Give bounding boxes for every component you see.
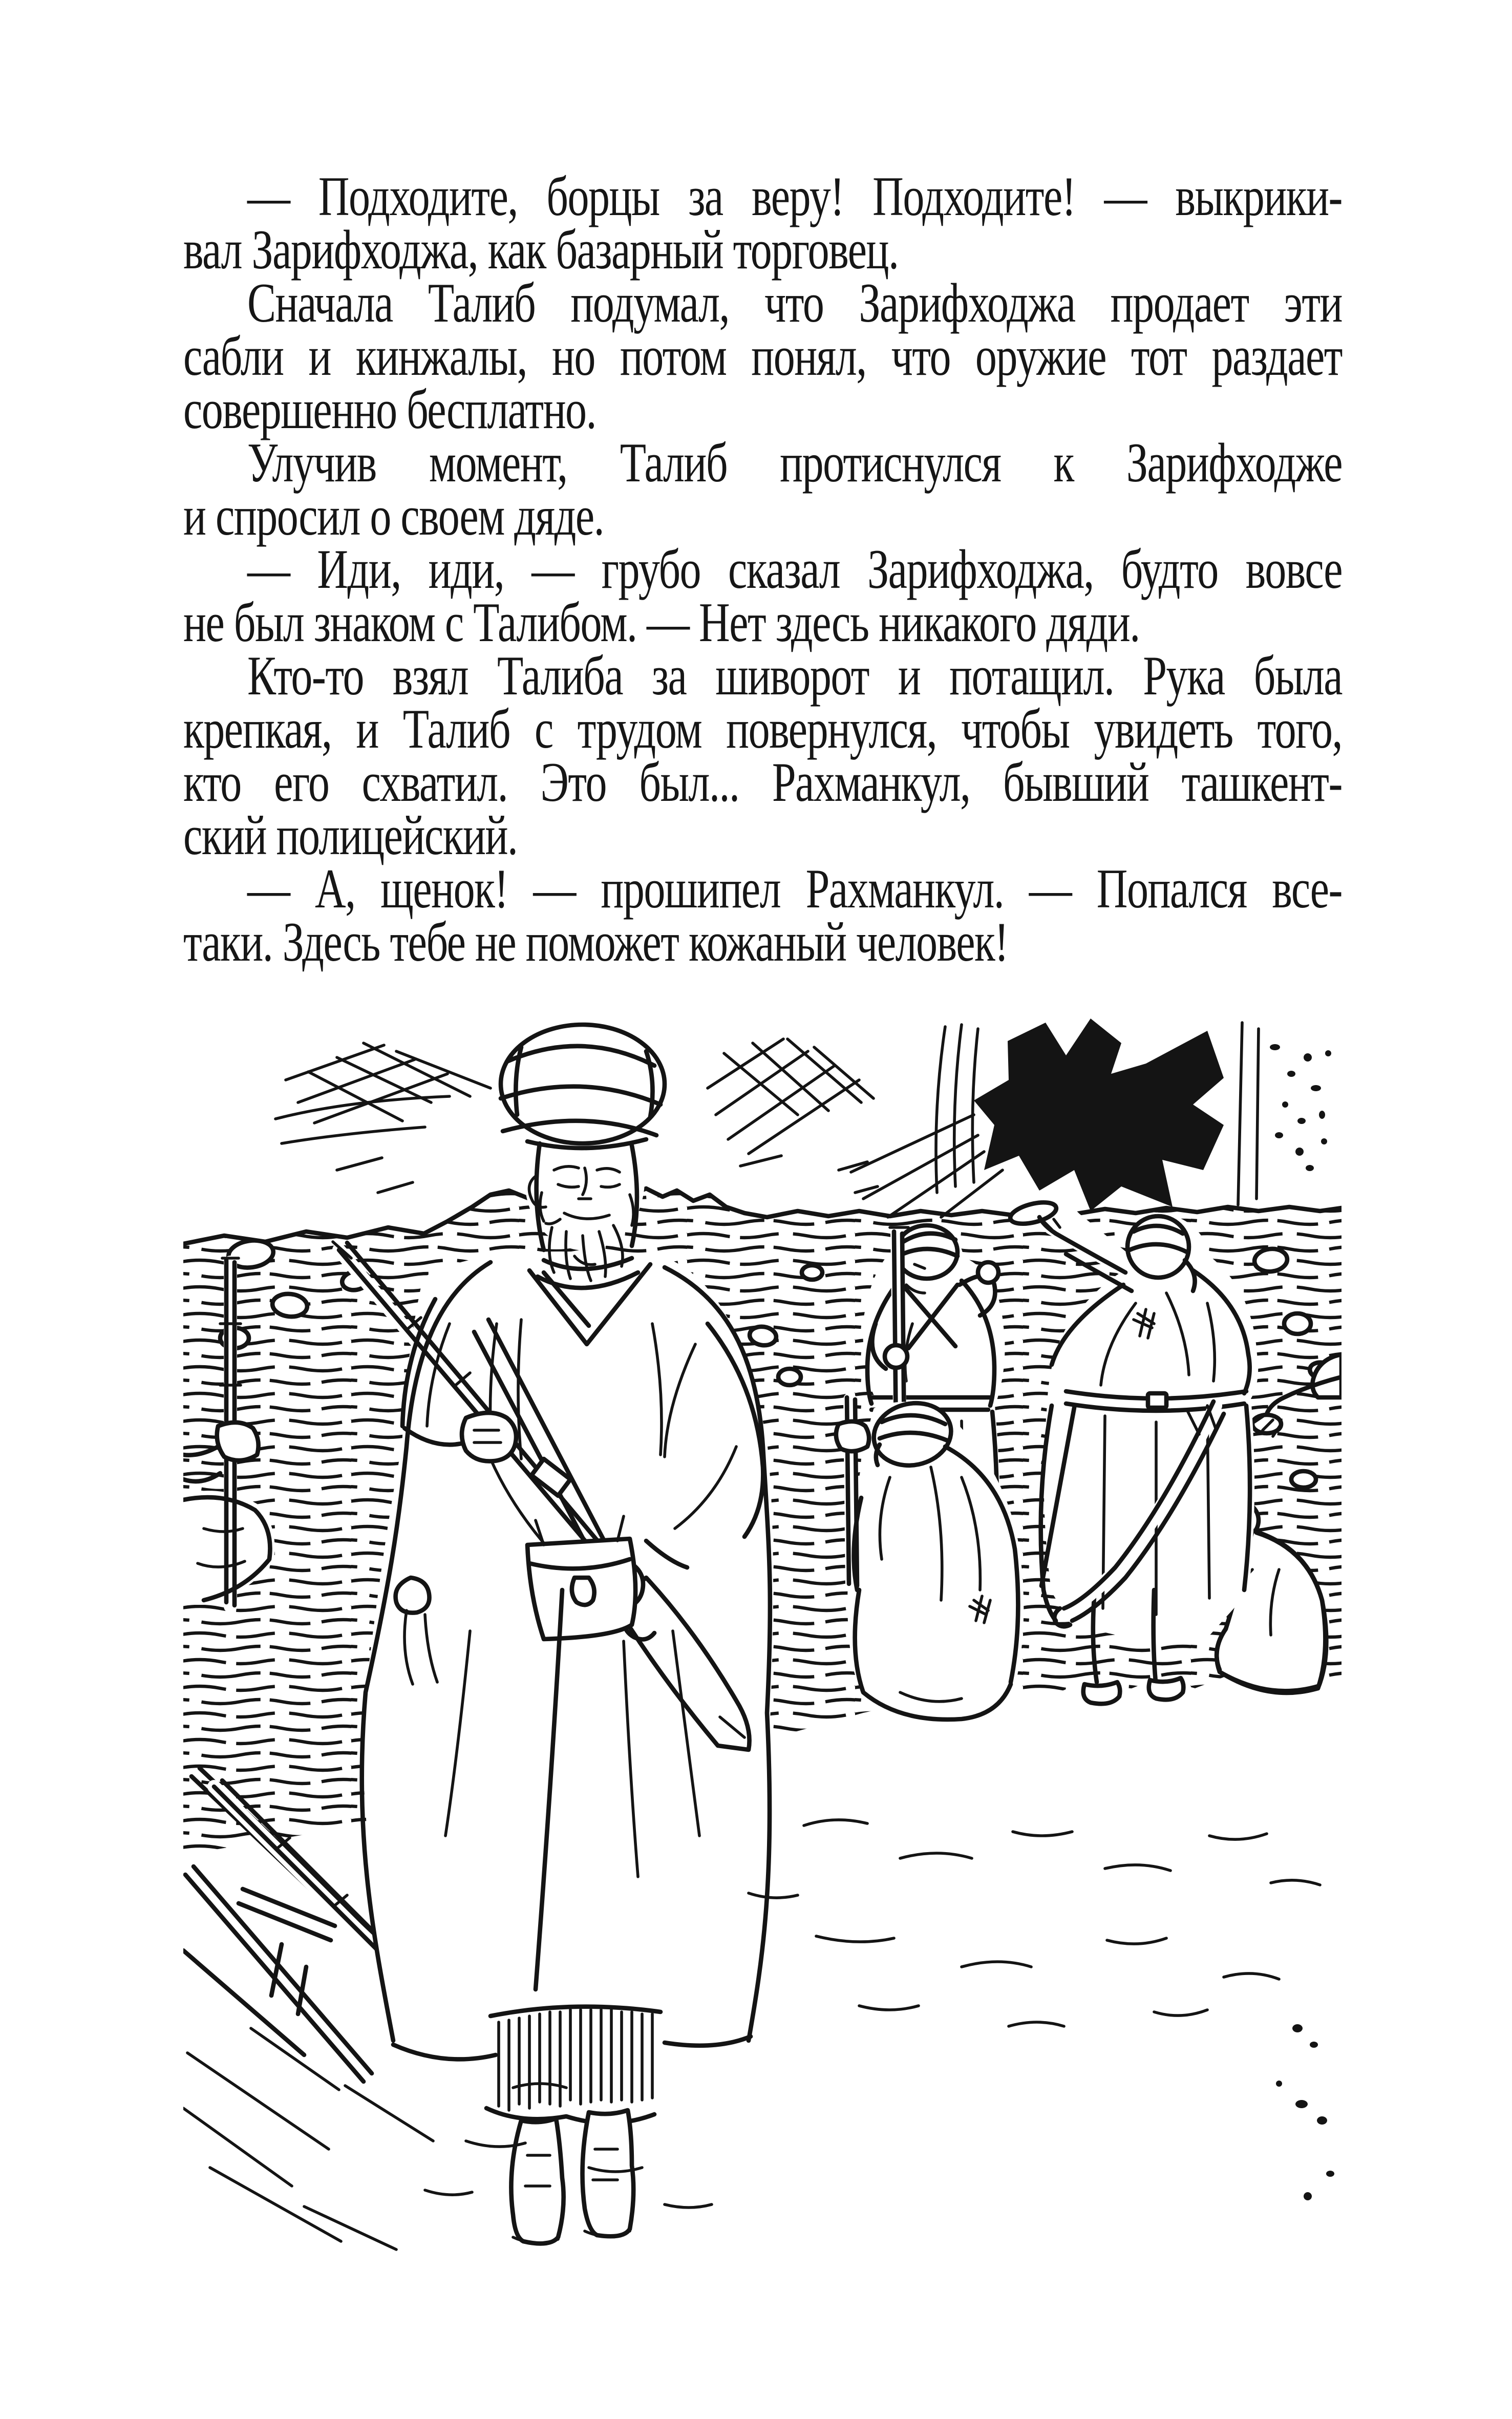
text-line: крепкая, и Талиб с трудом повернулся, чтобы увидеть того, (183, 698, 1342, 760)
text-line: таки. Здесь тебе не поможет кожаный человек! (183, 911, 1008, 973)
illustration (183, 1016, 1341, 2256)
text-line: сабли и кинжалы, но потом понял, что оружие тот раздает (183, 325, 1342, 388)
text-line: кто его схватил. Это был... Рахманкул, бывший ташкент- (183, 751, 1342, 814)
black-flying-silhouette-icon (851, 1018, 1259, 1217)
page-text-block (183, 165, 1342, 973)
text-line: ский полицейский. (183, 804, 518, 867)
text-line: Улучив момент, Талиб протиснулся к Зарифходже (247, 432, 1342, 494)
text-line: Кто-то взял Талиба за шиворот и потащил. Рука была (247, 645, 1342, 707)
text-line: вал Зарифходжа, как базарный торговец. (183, 219, 899, 281)
text-line: и спросил о своем дяде. (183, 485, 604, 547)
text-line: совершенно бесплатно. (183, 378, 597, 441)
text-line: — А, щенок! — прошипел Рахманкул. — Попался все- (247, 858, 1342, 920)
sky (275, 1018, 1331, 1217)
reed-lines (936, 1025, 978, 1193)
illustration-svg (183, 1016, 1341, 2256)
sky-speckles (1270, 1044, 1331, 1171)
text-line: — Иди, иди, — грубо сказал Зарифходжа, будто вовсе (247, 538, 1342, 601)
text-line: — Подходите, борцы за веру! Подходите! — выкрики- (247, 165, 1342, 228)
text-line: Сначала Талиб подумал, что Зарифходжа продает эти (247, 272, 1342, 334)
sky-scribble-left-icon (275, 1043, 491, 1193)
text-line: не был знаком с Талибом. — Нет здесь никакого дяди. (183, 591, 1140, 654)
sky-scribble-center-icon (708, 1039, 878, 1193)
